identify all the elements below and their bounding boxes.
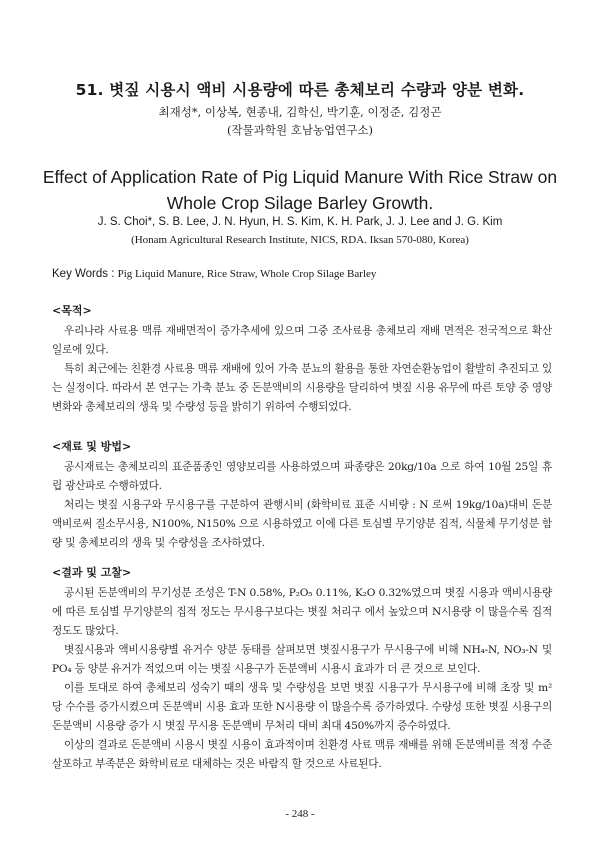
page-number: - 248 - (285, 808, 315, 820)
paragraph: 우리나라 사료용 맥류 재배면적이 증가추세에 있으며 그중 조사료용 총체보리 재배 면적은 전국적으로 확산일로에 있다. (52, 325, 552, 356)
keywords-value: Pig Liquid Manure, Rice Straw, Whole Crop Silage Barley (117, 268, 377, 280)
section-heading: <재료 및 방법> (52, 440, 132, 453)
paragraph: 공시된 돈분액비의 무기성분 조성은 T-N 0.58%, P₂O₅ 0.11%, K₂O 0.32%였으며 볏짚 시용과 액비시용량에 따른 토심별 무기양분의 집적 정도는 무시용구보다는 볏짚 처리구 에서 높았으며 N시용량 이 많을수록 집적정도도 많았다. (52, 587, 552, 637)
section-heading: <결과 및 고찰> (52, 566, 132, 579)
english-authors: J. S. Choi*, S. B. Lee, J. N. Hyun, H. S. Kim, K. H. Park, J. J. Lee and J. G. Kim (97, 216, 503, 228)
english-affiliation: (Honam Agricultural Research Institute, NICS, RDA. Iksan 570-080, Korea) (131, 234, 469, 246)
section-methods (52, 438, 552, 553)
english-title (0, 164, 600, 216)
english-title-line1: Effect of Application Rate of Pig Liquid Manure With Rice Straw on (42, 167, 558, 187)
english-title-line2: Whole Crop Silage Barley Growth. (166, 193, 434, 213)
section-results (52, 564, 552, 774)
keywords (52, 268, 572, 280)
paragraph: 특히 최근에는 친환경 사료용 맥류 재배에 있어 가축 분뇨의 활용을 통한 자연순환농업이 활발히 추진되고 있는 실정이다. 따라서 본 연구는 가축 분뇨 중 돈분액비의 시용량을 달리하여 볏짚 시용 유무에 따른 토양 중 영양변화와 총체보리의 생육 및 수량성 등을 밝히기 위하여 수행되었다. (52, 363, 552, 413)
paragraph: 볏짚시용과 액비시용량별 유거수 양분 동태를 살펴보면 볏짚시용구가 무시용구에 비해 NH₄-N, NO₃-N 및 PO₄ 등 양분 유거가 적었으며 이는 볏짚 시용구가 돈분액비 시용시 효과가 더 큰 것으로 보인다. (52, 644, 552, 675)
paragraph: 이상의 결과로 돈분액비 시용시 볏짚 시용이 효과적이며 친환경 사료 맥류 재배를 위해 돈분액비를 적정 수준 살포하고 부족분은 화학비료로 대체하는 것은 바람직 할 것으로 사료된다. (52, 739, 552, 770)
keywords-label: Key Words : (52, 268, 118, 280)
korean-affiliation: (작물과학원 호남농업연구소) (227, 123, 373, 137)
paragraph: 이를 토대로 하여 총체보리 성숙기 때의 생육 및 수량성을 보면 볏짚 시용구가 무시용구에 비해 초장 및 m² 당 수수를 증가시켰으며 돈분액비 시용 효과 또한 N시용량 이 많을수록 증가하였다. 수량성 또한 볏짚 시용구의 돈분액비 시용량 증가 시 볏짚 무시용 돈분액비 무처리 대비 최대 450%까지 증수하였다. (52, 682, 552, 732)
section-heading: <목적> (52, 304, 92, 317)
paragraph: 공시재료는 총체보리의 표준품종인 영양보리를 사용하였으며 파종량은 20kg/10a 으로 하여 10월 25일 휴립 광산파로 수행하였다. (52, 461, 552, 492)
korean-authors: 최재성*, 이상복, 현종내, 김학신, 박기훈, 이정준, 김정곤 (158, 105, 442, 119)
section-purpose (52, 302, 552, 417)
paragraph: 처리는 볏짚 시용구와 무시용구를 구분하여 관행시비 (화학비료 표준 시비량 : N 로써 19kg/10a)대비 돈분액비로써 질소무시용, N100%, N150% 으로 시용하였고 이에 다른 토심별 무기양분 집적, 식물체 무기성분 함량 및 총체보리의 생육 및 수량성을 조사하였다. (52, 499, 552, 549)
korean-title: 51. 볏짚 시용시 액비 시용량에 따른 총체보리 수량과 양분 변화. (75, 81, 525, 99)
